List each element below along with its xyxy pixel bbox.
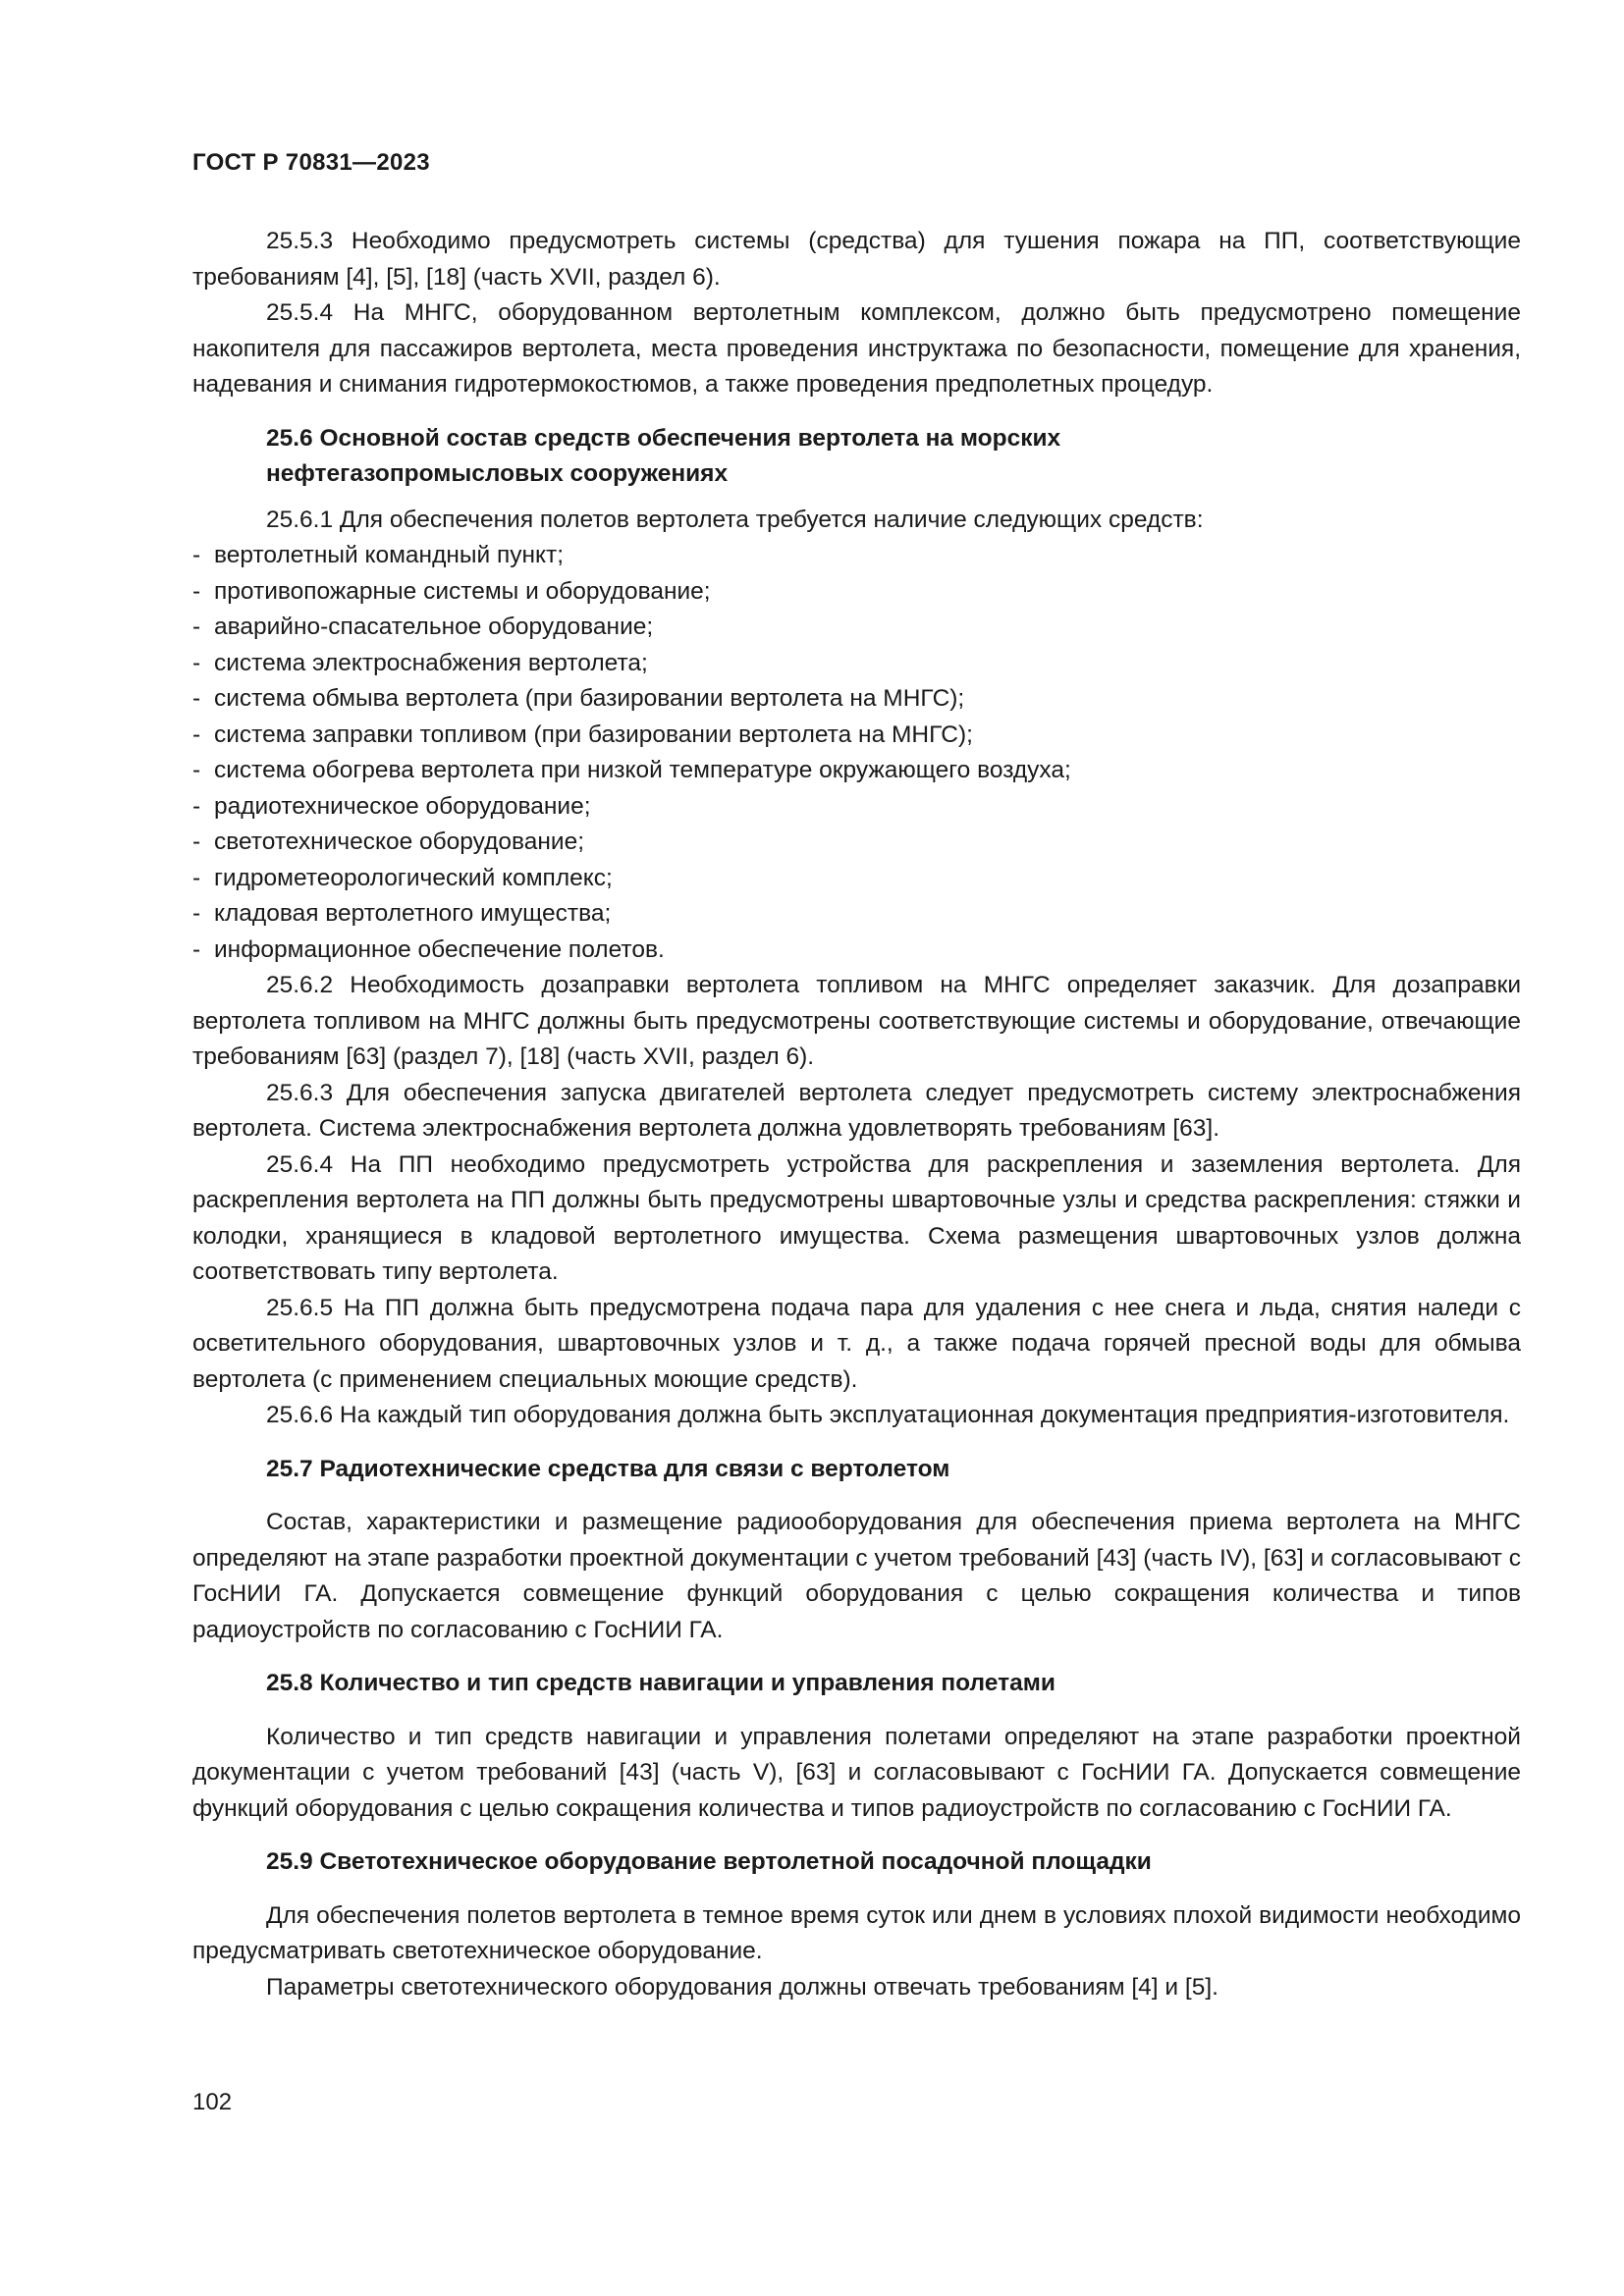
list-item: - система электроснабжения вертолета;	[192, 649, 648, 676]
equipment-list	[192, 538, 1521, 968]
paragraph-25-9-a: Для обеспечения полетов вертолета в темное время суток или днем в условиях плохой видимости необходимо предусматривать светотехническое оборудование.	[192, 1901, 1521, 1964]
list-item: - радиотехническое оборудование;	[192, 792, 591, 820]
list-item: - информационное обеспечение полетов.	[192, 935, 665, 963]
section-heading-25-9: 25.9 Светотехническое оборудование вертолетной посадочной площадки	[266, 1848, 1152, 1875]
paragraph-25-8: Количество и тип средств навигации и управления полетами определяют на этапе разработки проектной документации с учетом требований [43] (часть V), [63] и согласовывают с ГосНИИ ГА. Допускается совмещение функций оборудования с целью сокращения количества и типов радиоустройств по согласованию с ГосНИИ ГА.	[192, 1723, 1521, 1822]
list-item: - система обогрева вертолета при низкой температуре окружающего воздуха;	[192, 757, 1071, 783]
list-item: - система обмыва вертолета (при базировании вертолета на МНГС);	[192, 685, 965, 712]
paragraph-25-6-5: 25.6.5 На ПП должна быть предусмотрена подача пара для удаления с нее снега и льда, снятия наледи с осветительного оборудования, швартовочных узлов и т. д., а также подача горячей пресной воды для обмыва вертолета (с применением специальных моющие средств).	[192, 1294, 1521, 1393]
list-item: - противопожарные системы и оборудование;	[192, 577, 711, 605]
paragraph-25-9-b: Параметры светотехнического оборудования должны отвечать требованиям [4] и [5].	[266, 1973, 1218, 2001]
list-item: - светотехническое оборудование;	[192, 828, 585, 855]
section-heading-25-6	[192, 421, 1521, 493]
paragraph-25-6-1: 25.6.1 Для обеспечения полетов вертолета требуется наличие следующих средств:	[266, 506, 1204, 533]
paragraph-25-6-3: 25.6.3 Для обеспечения запуска двигателей вертолета следует предусмотреть систему электроснабжения вертолета. Система электроснабжения вертолета должна удовлетворять требованиям [63].	[192, 1079, 1521, 1142]
list-item: - гидрометеорологический комплекс;	[192, 864, 613, 891]
document-body	[192, 224, 1521, 2005]
list-item: - аварийно-спасательное оборудование;	[192, 614, 654, 640]
section-heading-25-6-line1: 25.6 Основной состав средств обеспечения вертолета на морских	[266, 424, 1061, 452]
page-number: 102	[192, 2089, 233, 2115]
section-heading-25-6-line2: нефтегазопромысловых сооружениях	[266, 460, 729, 487]
list-item: - вертолетный командный пункт;	[192, 542, 565, 568]
list-item: - система заправки топливом (при базировании вертолета на МНГС);	[192, 721, 973, 748]
paragraph-25-5-3: 25.5.3 Необходимо предусмотреть системы (средства) для тушения пожара на ПП, соответствующие требованиям [4], [5], [18] (часть XVII, раздел 6).	[192, 228, 1521, 291]
paragraph-25-7: Состав, характеристики и размещение радиооборудования для обеспечения приема вертолета на МНГС определяют на этапе разработки проектной документации с учетом требований [43] (часть IV), [63] и согласовывают с ГосНИИ ГА. Допускается совмещение функций оборудования с целью сокращения количества и типов радиоустройств по согласованию с ГосНИИ ГА.	[192, 1509, 1521, 1643]
paragraph-25-6-6: 25.6.6 На каждый тип оборудования должна быть эксплуатационная документация предприятия-изготовителя.	[266, 1402, 1510, 1428]
section-heading-25-7: 25.7 Радиотехнические средства для связи с вертолетом	[266, 1455, 950, 1482]
document-header: ГОСТ Р 70831—2023	[192, 149, 430, 176]
section-heading-25-8: 25.8 Количество и тип средств навигации и управления полетами	[266, 1670, 1056, 1696]
paragraph-25-5-4: 25.5.4 На МНГС, оборудованном вертолетным комплексом, должно быть предусмотрено помещение накопителя для пассажиров вертолета, места проведения инструктажа по безопасности, помещение для хранения, надевания и снимания гидротермокостюмов, а также проведения предполетных процедур.	[192, 299, 1521, 398]
list-item: - кладовая вертолетного имущества;	[192, 900, 612, 927]
paragraph-25-6-4: 25.6.4 На ПП необходимо предусмотреть устройства для раскрепления и заземления вертолета. Для раскрепления вертолета на ПП должны быть предусмотрены швартовочные узлы и средства раскрепления: стяжки и колодки, хранящиеся в кладовой вертолетного имущества. Схема размещения швартовочных узлов должна соответствовать типу вертолета.	[192, 1150, 1521, 1285]
paragraph-25-6-2: 25.6.2 Необходимость дозаправки вертолета топливом на МНГС определяет заказчик. Для дозаправки вертолета топливом на МНГС должны быть предусмотрены соответствующие системы и оборудование, отвечающие требованиям [63] (раздел 7), [18] (часть XVII, раздел 6).	[192, 972, 1521, 1070]
